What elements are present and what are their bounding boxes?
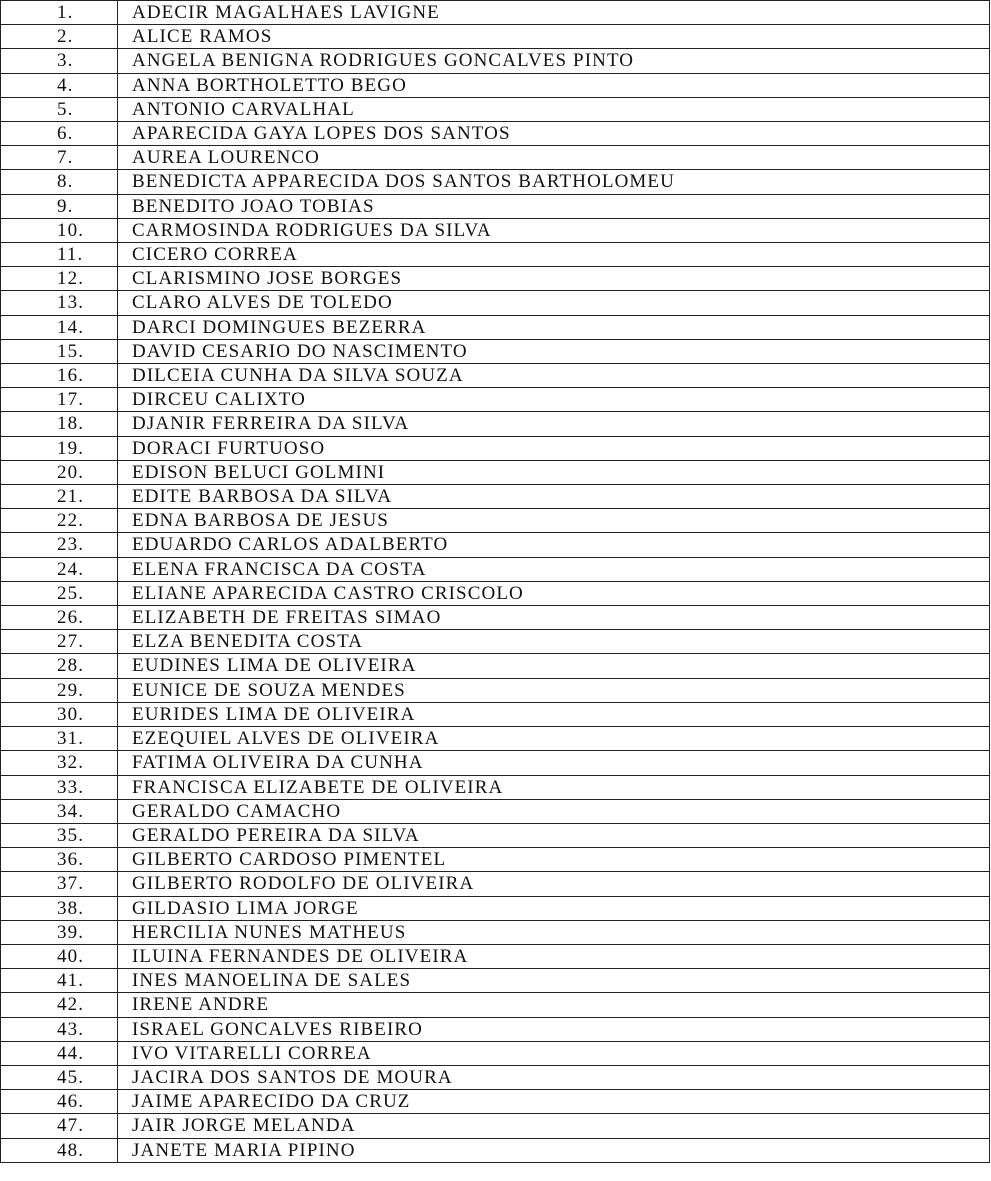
person-name: EDISON BELUCI GOLMINI — [118, 460, 990, 484]
row-number: 31. — [1, 727, 118, 751]
table-row — [1, 1065, 990, 1089]
person-name: ADECIR MAGALHAES LAVIGNE — [118, 1, 990, 25]
table-row — [1, 1041, 990, 1065]
table-row — [1, 267, 990, 291]
table-row — [1, 533, 990, 557]
person-name: ELENA FRANCISCA DA COSTA — [118, 557, 990, 581]
person-name: ANGELA BENIGNA RODRIGUES GONCALVES PINTO — [118, 49, 990, 73]
row-number: 10. — [1, 218, 118, 242]
table-row — [1, 1090, 990, 1114]
row-number: 21. — [1, 485, 118, 509]
person-name: APARECIDA GAYA LOPES DOS SANTOS — [118, 122, 990, 146]
person-name: GERALDO CAMACHO — [118, 799, 990, 823]
row-number: 19. — [1, 436, 118, 460]
row-number: 38. — [1, 896, 118, 920]
row-number: 40. — [1, 944, 118, 968]
row-number: 45. — [1, 1065, 118, 1089]
row-number: 47. — [1, 1114, 118, 1138]
row-number: 35. — [1, 823, 118, 847]
table-row — [1, 388, 990, 412]
row-number: 4. — [1, 73, 118, 97]
row-number: 2. — [1, 25, 118, 49]
row-number: 9. — [1, 194, 118, 218]
person-name: HERCILIA NUNES MATHEUS — [118, 920, 990, 944]
person-name: CICERO CORREA — [118, 243, 990, 267]
row-number: 42. — [1, 993, 118, 1017]
person-name: EZEQUIEL ALVES DE OLIVEIRA — [118, 727, 990, 751]
row-number: 36. — [1, 848, 118, 872]
table-row — [1, 557, 990, 581]
person-name: DORACI FURTUOSO — [118, 436, 990, 460]
table-row — [1, 146, 990, 170]
person-name: BENEDITO JOAO TOBIAS — [118, 194, 990, 218]
row-number: 29. — [1, 678, 118, 702]
person-name: JANETE MARIA PIPINO — [118, 1138, 990, 1162]
person-name: ELZA BENEDITA COSTA — [118, 630, 990, 654]
person-name: JAIME APARECIDO DA CRUZ — [118, 1090, 990, 1114]
person-name: IRENE ANDRE — [118, 993, 990, 1017]
person-name: ILUINA FERNANDES DE OLIVEIRA — [118, 944, 990, 968]
person-name: DJANIR FERREIRA DA SILVA — [118, 412, 990, 436]
person-name: DAVID CESARIO DO NASCIMENTO — [118, 339, 990, 363]
row-number: 26. — [1, 606, 118, 630]
row-number: 3. — [1, 49, 118, 73]
row-number: 18. — [1, 412, 118, 436]
person-name: DIRCEU CALIXTO — [118, 388, 990, 412]
row-number: 8. — [1, 170, 118, 194]
row-number: 25. — [1, 581, 118, 605]
person-name: JAIR JORGE MELANDA — [118, 1114, 990, 1138]
table-row — [1, 678, 990, 702]
table-row — [1, 581, 990, 605]
table-row — [1, 823, 990, 847]
table-row — [1, 509, 990, 533]
table-row — [1, 436, 990, 460]
row-number: 34. — [1, 799, 118, 823]
row-number: 28. — [1, 654, 118, 678]
table-row — [1, 315, 990, 339]
table-row — [1, 702, 990, 726]
person-name: EUDINES LIMA DE OLIVEIRA — [118, 654, 990, 678]
person-name: ALICE RAMOS — [118, 25, 990, 49]
row-number: 6. — [1, 122, 118, 146]
table-row — [1, 944, 990, 968]
person-name: EDUARDO CARLOS ADALBERTO — [118, 533, 990, 557]
row-number: 14. — [1, 315, 118, 339]
person-name: GILDASIO LIMA JORGE — [118, 896, 990, 920]
table-row — [1, 97, 990, 121]
person-name: EUNICE DE SOUZA MENDES — [118, 678, 990, 702]
table-row — [1, 243, 990, 267]
person-name: CLARISMINO JOSE BORGES — [118, 267, 990, 291]
person-name: CARMOSINDA RODRIGUES DA SILVA — [118, 218, 990, 242]
row-number: 44. — [1, 1041, 118, 1065]
table-row — [1, 485, 990, 509]
table-row — [1, 460, 990, 484]
table-row — [1, 49, 990, 73]
row-number: 12. — [1, 267, 118, 291]
table-row — [1, 993, 990, 1017]
row-number: 33. — [1, 775, 118, 799]
row-number: 20. — [1, 460, 118, 484]
row-number: 27. — [1, 630, 118, 654]
person-name: GERALDO PEREIRA DA SILVA — [118, 823, 990, 847]
table-row — [1, 896, 990, 920]
table-row — [1, 920, 990, 944]
person-name: EURIDES LIMA DE OLIVEIRA — [118, 702, 990, 726]
person-name: IVO VITARELLI CORREA — [118, 1041, 990, 1065]
table-row — [1, 654, 990, 678]
table-row — [1, 799, 990, 823]
person-name: AUREA LOURENCO — [118, 146, 990, 170]
row-number: 16. — [1, 364, 118, 388]
table-row — [1, 339, 990, 363]
person-name: EDITE BARBOSA DA SILVA — [118, 485, 990, 509]
person-name: ELIZABETH DE FREITAS SIMAO — [118, 606, 990, 630]
row-number: 30. — [1, 702, 118, 726]
row-number: 23. — [1, 533, 118, 557]
row-number: 41. — [1, 969, 118, 993]
person-name: FRANCISCA ELIZABETE DE OLIVEIRA — [118, 775, 990, 799]
table-row — [1, 1017, 990, 1041]
row-number: 39. — [1, 920, 118, 944]
row-number: 37. — [1, 872, 118, 896]
table-row — [1, 122, 990, 146]
person-name: DARCI DOMINGUES BEZERRA — [118, 315, 990, 339]
table-row — [1, 848, 990, 872]
row-number: 22. — [1, 509, 118, 533]
name-list-body — [1, 1, 990, 1163]
row-number: 1. — [1, 1, 118, 25]
table-row — [1, 1, 990, 25]
row-number: 17. — [1, 388, 118, 412]
person-name: ANTONIO CARVALHAL — [118, 97, 990, 121]
row-number: 43. — [1, 1017, 118, 1041]
table-row — [1, 73, 990, 97]
table-row — [1, 25, 990, 49]
person-name: INES MANOELINA DE SALES — [118, 969, 990, 993]
person-name: BENEDICTA APPARECIDA DOS SANTOS BARTHOLOMEU — [118, 170, 990, 194]
table-row — [1, 727, 990, 751]
person-name: EDNA BARBOSA DE JESUS — [118, 509, 990, 533]
row-number: 11. — [1, 243, 118, 267]
row-number: 5. — [1, 97, 118, 121]
table-row — [1, 412, 990, 436]
person-name: GILBERTO CARDOSO PIMENTEL — [118, 848, 990, 872]
table-row — [1, 194, 990, 218]
row-number: 7. — [1, 146, 118, 170]
person-name: GILBERTO RODOLFO DE OLIVEIRA — [118, 872, 990, 896]
person-name: FATIMA OLIVEIRA DA CUNHA — [118, 751, 990, 775]
table-row — [1, 364, 990, 388]
row-number: 24. — [1, 557, 118, 581]
table-row — [1, 630, 990, 654]
table-row — [1, 291, 990, 315]
table-row — [1, 969, 990, 993]
table-row — [1, 872, 990, 896]
row-number: 15. — [1, 339, 118, 363]
row-number: 46. — [1, 1090, 118, 1114]
row-number: 32. — [1, 751, 118, 775]
person-name: CLARO ALVES DE TOLEDO — [118, 291, 990, 315]
table-row — [1, 775, 990, 799]
person-name: ELIANE APARECIDA CASTRO CRISCOLO — [118, 581, 990, 605]
table-row — [1, 606, 990, 630]
table-row — [1, 1114, 990, 1138]
person-name: ISRAEL GONCALVES RIBEIRO — [118, 1017, 990, 1041]
row-number: 13. — [1, 291, 118, 315]
row-number: 48. — [1, 1138, 118, 1162]
person-name: DILCEIA CUNHA DA SILVA SOUZA — [118, 364, 990, 388]
person-name: ANNA BORTHOLETTO BEGO — [118, 73, 990, 97]
table-row — [1, 170, 990, 194]
table-row — [1, 1138, 990, 1162]
person-name: JACIRA DOS SANTOS DE MOURA — [118, 1065, 990, 1089]
table-row — [1, 218, 990, 242]
table-row — [1, 751, 990, 775]
